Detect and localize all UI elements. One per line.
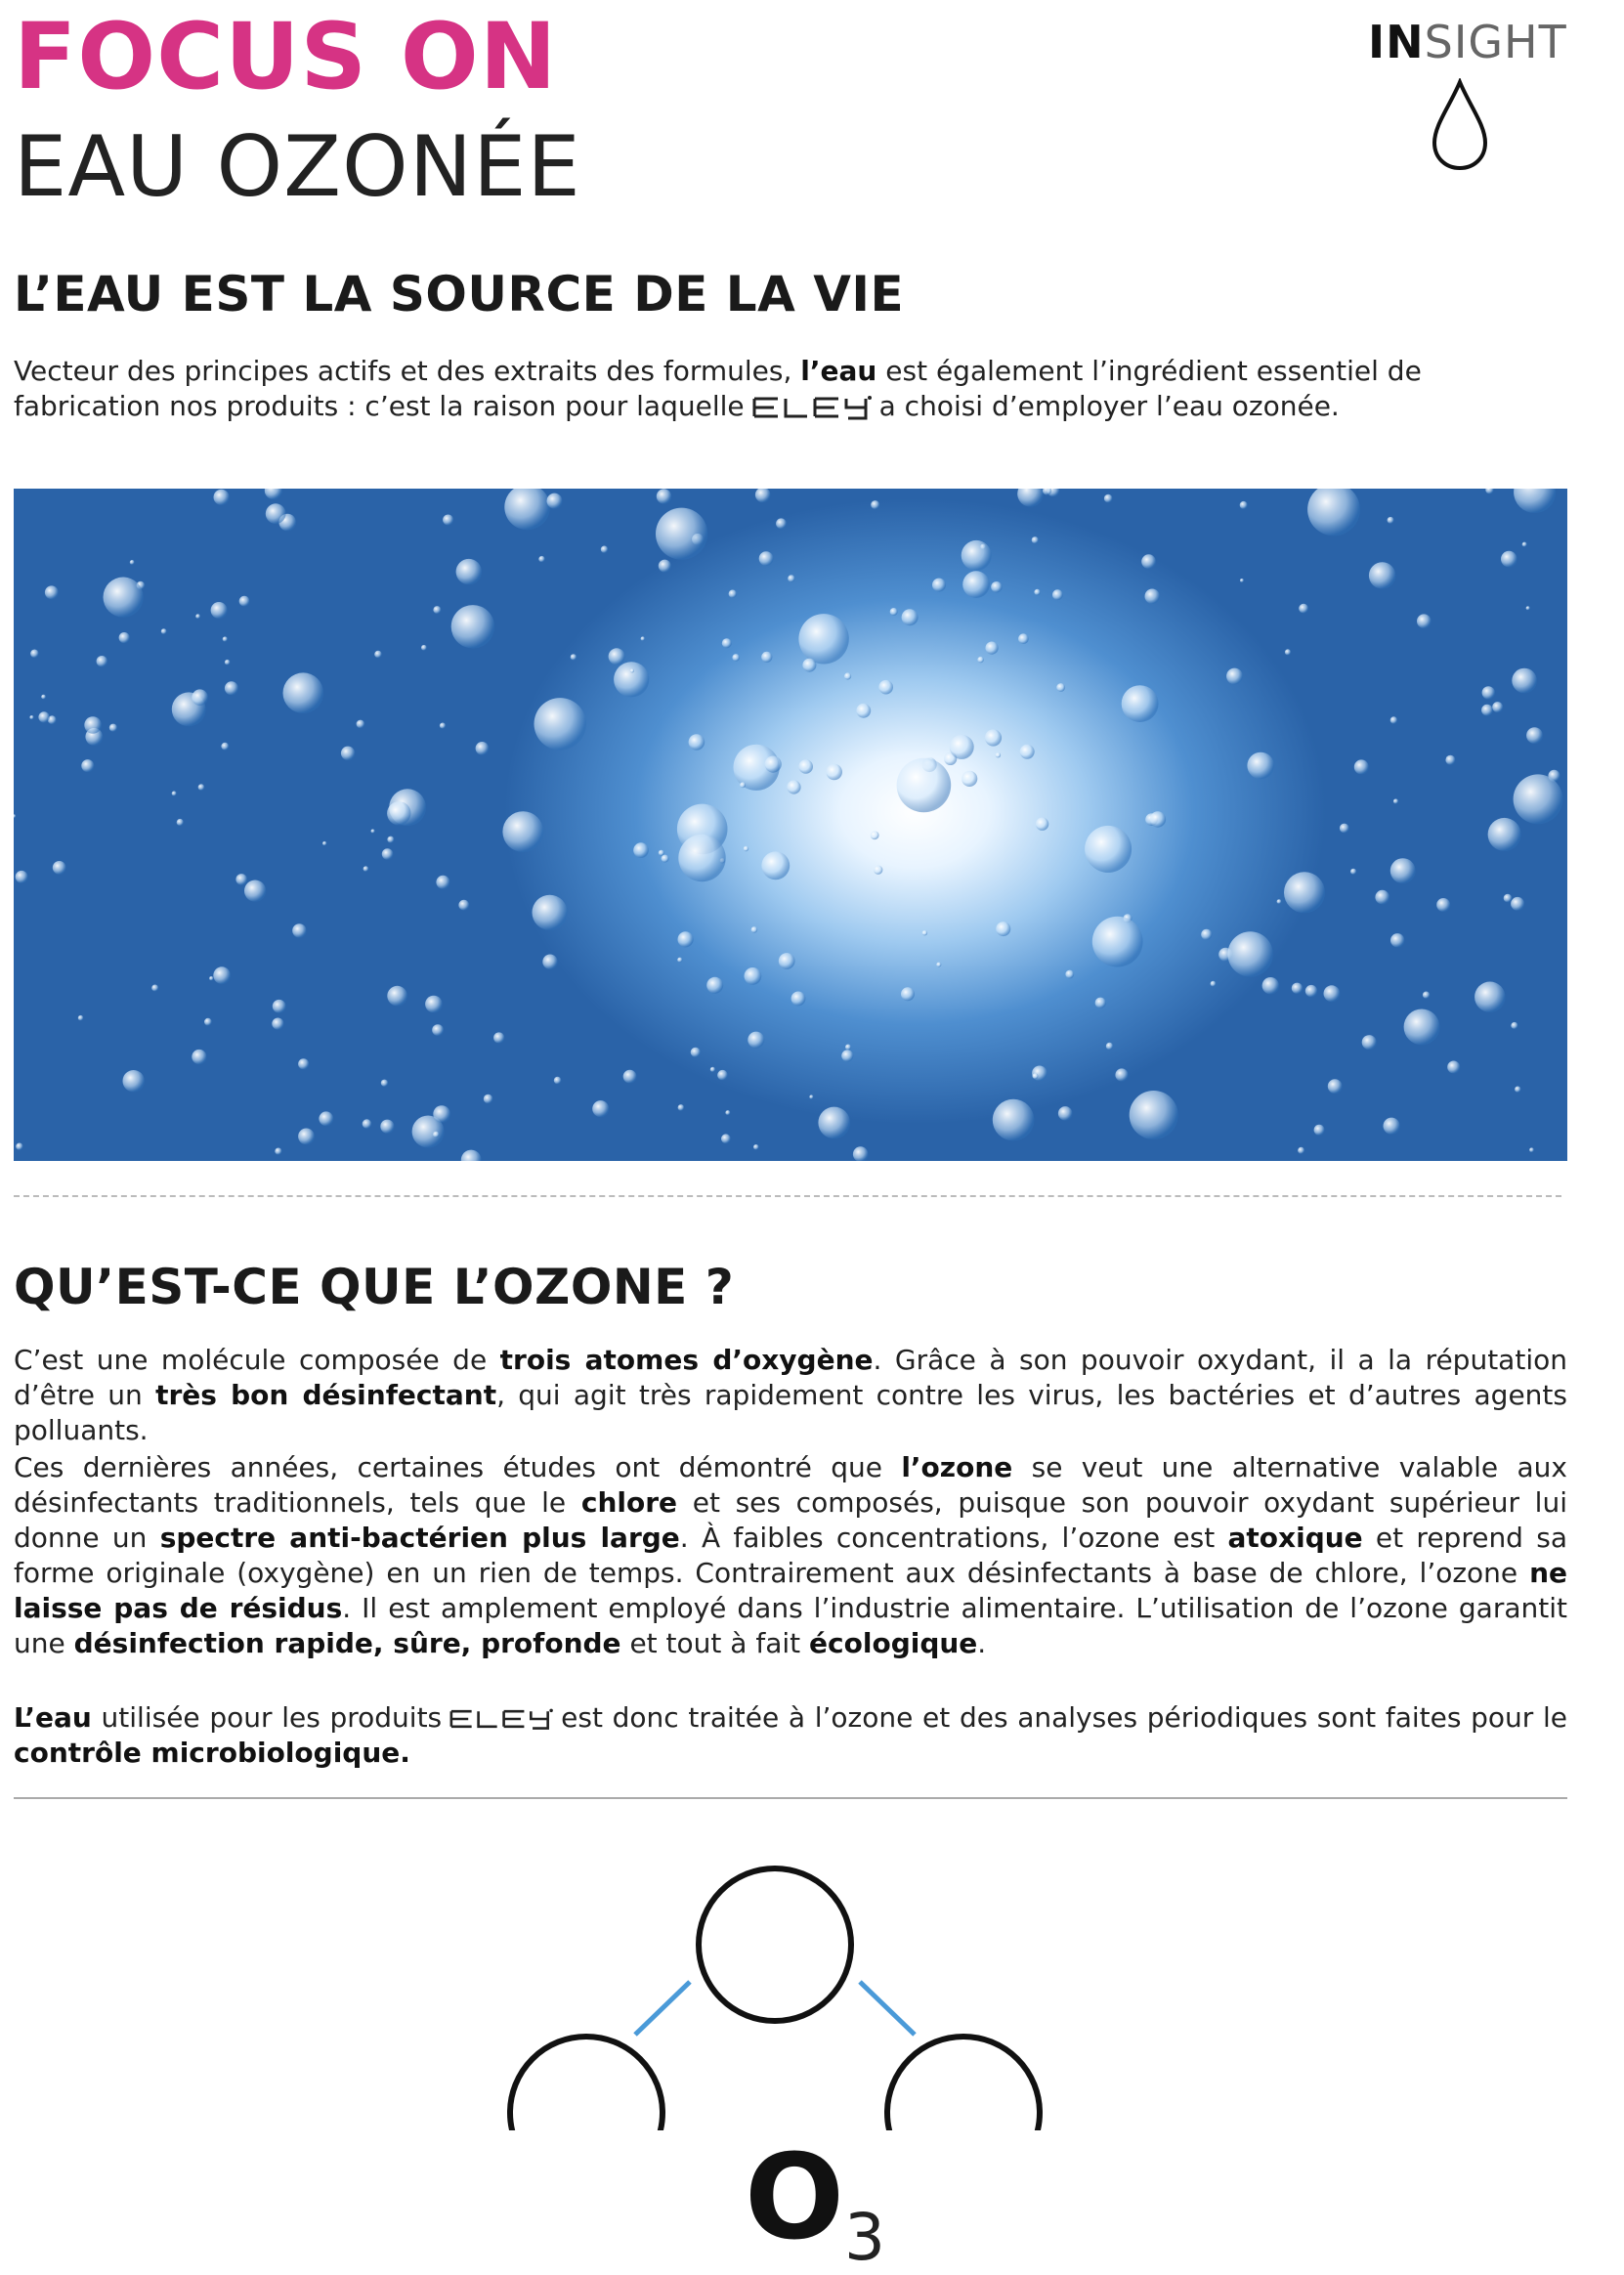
bubble <box>826 764 842 781</box>
bubble <box>761 652 772 663</box>
solid-divider <box>14 1797 1567 1799</box>
bubble <box>41 695 46 700</box>
bubble <box>932 579 946 592</box>
bubble <box>225 660 231 665</box>
bubble <box>16 1143 22 1150</box>
bubble <box>534 698 586 750</box>
bubble <box>753 1144 759 1150</box>
bubble <box>1277 899 1282 904</box>
bubble <box>84 716 102 734</box>
bubble <box>936 963 941 967</box>
bubble <box>950 735 974 759</box>
bubble <box>109 724 117 732</box>
bubble <box>744 846 748 851</box>
bubble <box>1447 1061 1460 1074</box>
bubble <box>1492 702 1503 712</box>
bubble <box>1522 542 1527 547</box>
bubble <box>30 650 39 659</box>
bubble <box>1350 869 1356 875</box>
bubble <box>845 1045 851 1051</box>
bubble <box>901 987 915 1001</box>
bubble <box>223 636 228 641</box>
bubble <box>433 1105 450 1123</box>
bubble <box>759 551 774 566</box>
insight-brand <box>1368 16 1567 68</box>
bubble <box>986 642 999 655</box>
brand-light: SIGHT <box>1424 16 1567 68</box>
bubble <box>993 1099 1035 1141</box>
bubble <box>761 851 790 880</box>
bubble <box>265 489 282 499</box>
bubble <box>1292 983 1303 994</box>
bubble <box>1141 554 1156 569</box>
bubble <box>484 1095 493 1104</box>
bubble <box>371 829 375 833</box>
bubble <box>436 876 449 889</box>
bubble <box>871 831 879 839</box>
bubble <box>678 835 725 881</box>
brand-bold: IN <box>1368 16 1425 68</box>
bubble <box>1474 982 1505 1012</box>
bubble <box>853 1146 869 1161</box>
bubble <box>1328 1079 1343 1094</box>
bubble <box>890 608 898 616</box>
bubble <box>387 801 410 825</box>
bubble <box>962 771 977 787</box>
bubble <box>1482 686 1495 699</box>
bubble <box>592 1100 609 1117</box>
bubble <box>1526 727 1543 744</box>
bubble <box>871 500 879 509</box>
bubble <box>272 1018 283 1030</box>
bubble <box>962 571 990 598</box>
bubble <box>130 560 135 565</box>
bubble <box>1514 489 1556 513</box>
bubble <box>214 490 230 505</box>
bubble <box>421 645 427 651</box>
bubble <box>177 819 184 826</box>
bubble <box>275 1148 281 1155</box>
bubble <box>1481 705 1493 716</box>
bubble <box>1122 685 1159 722</box>
bubble <box>542 955 557 969</box>
bubble <box>1417 614 1432 628</box>
bubble <box>1115 1068 1128 1081</box>
bubble <box>1240 501 1248 509</box>
bubble <box>1262 977 1279 994</box>
bubble <box>195 614 200 619</box>
bubble <box>1404 1009 1440 1046</box>
bubble <box>380 1120 394 1134</box>
bubble <box>1106 1043 1113 1050</box>
bubble <box>656 508 707 560</box>
bubble <box>677 958 682 963</box>
bubble <box>104 578 144 618</box>
bubble <box>1362 1035 1377 1050</box>
bubble <box>1515 1087 1520 1093</box>
oxygen-atom-top <box>699 1868 851 2021</box>
water-drop-icon <box>1429 78 1491 172</box>
bubble <box>458 900 469 911</box>
bubble <box>1390 933 1404 947</box>
bubble <box>765 756 782 773</box>
bubble <box>802 659 816 672</box>
bubble <box>119 632 130 643</box>
bubble <box>161 628 167 634</box>
bubble <box>1390 716 1397 723</box>
bubble <box>198 784 205 791</box>
bubble <box>292 923 306 937</box>
ozone-formula <box>745 2130 886 2275</box>
bubble <box>298 1058 309 1069</box>
heading-quest-ce-que-ozone: QU’EST-CE QUE L’OZONE ? <box>14 1259 735 1315</box>
bubble <box>809 1095 813 1098</box>
bubble <box>387 837 394 843</box>
bubble <box>710 1067 715 1072</box>
bubble <box>554 1077 562 1085</box>
bubble <box>601 546 608 553</box>
bubble <box>1501 551 1517 568</box>
bubble <box>659 560 671 573</box>
bubble <box>902 609 919 625</box>
bubble <box>798 614 848 664</box>
title-eau-ozonee: EAU OZONÉE <box>14 118 581 216</box>
bubble <box>745 967 762 985</box>
bubble <box>273 1000 286 1013</box>
studies-paragraph: Ces dernières années, certaines études ont démontré que l’ozone se veut une alternative valable aux désinfectants traditionnels, tels que le chlore et ses composés, puisque son pouvoir oxydant supérieur lui donne un spectre anti-bactérien plus large. À faibles concentrations, l’ozone est atoxique et reprend sa forme originale (oxygène) en un rien de temps. Contrairement aux désinfectants à base de chlore, l’ozone ne laisse pas de résidus. Il est amplement employé dans l’industrie alimentaire. L’utilisation de l’ozone garantit une désinfection rapide, sûre, profonde et tout à fait écologique. <box>14 1451 1567 1659</box>
bubble <box>1354 759 1369 774</box>
eley-logo-icon <box>448 1706 555 1732</box>
bubble <box>381 1080 388 1087</box>
bubble <box>78 1015 84 1021</box>
bubble <box>374 651 382 659</box>
bubble <box>985 729 1002 746</box>
bubble <box>1211 981 1217 987</box>
bubble <box>609 648 625 665</box>
bubble <box>725 1110 730 1115</box>
bubble <box>856 704 871 718</box>
bubble <box>1511 1022 1517 1029</box>
bubble <box>874 866 882 875</box>
bubble <box>791 992 806 1007</box>
oxygen-atom-right <box>887 2037 1040 2130</box>
bubble <box>97 656 107 666</box>
bubble <box>1092 917 1143 967</box>
bubble <box>425 996 443 1013</box>
bubble <box>1305 985 1317 997</box>
bubble <box>788 575 794 581</box>
bubble <box>1227 931 1272 976</box>
bubble <box>722 638 732 648</box>
bubble <box>1034 589 1040 595</box>
bubble <box>755 489 771 502</box>
bubble <box>841 1050 853 1061</box>
title-focus-on: FOCUS ON <box>14 4 558 110</box>
bubble <box>213 966 231 984</box>
bubble <box>123 1070 145 1092</box>
bubble <box>533 895 568 930</box>
bubble <box>322 841 326 845</box>
bubble <box>14 814 16 818</box>
bubble <box>1485 489 1493 494</box>
bubble <box>1307 489 1360 536</box>
bubble <box>662 855 669 863</box>
bubble <box>1032 537 1039 543</box>
bubble <box>363 1119 372 1129</box>
bond-left <box>635 1982 690 2035</box>
bubble <box>239 596 250 607</box>
bubble <box>363 866 369 872</box>
bubble <box>996 922 1010 936</box>
bubble <box>493 1032 504 1043</box>
bubble <box>1065 970 1074 979</box>
bubble <box>204 1018 212 1026</box>
bubble <box>1095 998 1106 1009</box>
bubble <box>922 930 927 935</box>
formula-element: O <box>745 2130 845 2266</box>
bubble <box>641 636 645 640</box>
bubble <box>1150 811 1166 827</box>
bubble <box>1085 826 1132 873</box>
bubble <box>461 1150 482 1161</box>
bubble <box>387 986 407 1007</box>
definition-paragraph: C’est une molécule composée de trois atomes d’oxygène. Grâce à son pouvoir oxydant, il a la réputation d’être un très bon désinfectant, qui agit très rapidement contre les virus, les bactéries et d’autres agents polluants. <box>14 1344 1567 1446</box>
bubble <box>382 848 394 860</box>
bubble <box>1017 489 1044 507</box>
bond-right <box>860 1982 915 2035</box>
bubble <box>1052 589 1063 600</box>
bubble <box>571 654 577 660</box>
bubble <box>798 759 813 774</box>
bubble <box>151 985 158 992</box>
bubble <box>443 515 453 526</box>
bubble <box>433 1132 439 1138</box>
bubble <box>283 672 324 713</box>
bubble <box>502 811 543 852</box>
bubble <box>1324 985 1341 1002</box>
usage-paragraph: L’eau utilisée pour les produits est donc traitée à l’ozone et des analyses périodiques sont faites pour le contrôle microbiologique. <box>14 1701 1567 1769</box>
bubble <box>1130 1091 1178 1139</box>
bubble <box>266 503 286 524</box>
bubble <box>678 931 694 947</box>
bubble <box>706 977 723 994</box>
bubble <box>1226 668 1243 685</box>
bubble <box>1058 1106 1073 1121</box>
bubble <box>779 953 795 969</box>
bubble <box>38 711 49 722</box>
bubble <box>1247 752 1274 780</box>
bubble <box>1445 755 1455 765</box>
bubble <box>538 556 544 562</box>
bubble <box>717 1070 728 1081</box>
bubble <box>1298 1147 1304 1154</box>
bubble <box>244 880 266 902</box>
bubble <box>16 871 28 883</box>
heading-source-de-la-vie: L’EAU EST LA SOURCE DE LA VIE <box>14 266 905 322</box>
bubble <box>1384 1118 1400 1135</box>
bubble <box>1020 745 1035 759</box>
bubble <box>729 590 737 598</box>
bubble <box>691 1048 701 1057</box>
bubble <box>962 540 992 571</box>
bubble <box>878 680 893 695</box>
bubble <box>1390 858 1416 883</box>
bubble <box>225 681 238 695</box>
bubble <box>1488 818 1521 851</box>
bubble <box>1529 1147 1534 1152</box>
bubble <box>1514 774 1563 824</box>
ozone-molecule-diagram <box>489 1857 1094 2130</box>
bubble <box>298 1129 315 1145</box>
bubble <box>977 657 983 663</box>
oxygen-atom-left <box>510 2037 662 2130</box>
bubble <box>623 1070 637 1084</box>
bubble <box>547 494 563 509</box>
bubble <box>456 559 482 584</box>
bubble <box>1388 517 1394 524</box>
bubble <box>844 672 851 679</box>
bubble <box>211 602 228 619</box>
bubble <box>748 1032 764 1049</box>
bubble <box>659 850 664 856</box>
bubble <box>504 489 550 530</box>
bubble <box>689 734 705 751</box>
bubble <box>1436 898 1450 912</box>
bubble <box>1104 494 1113 503</box>
bubble <box>192 1050 206 1064</box>
bubble <box>476 742 490 755</box>
eley-logo-icon <box>750 393 874 422</box>
bubble <box>1369 562 1395 588</box>
bubble <box>1018 633 1029 644</box>
intro-paragraph: Vecteur des principes actifs et des extraits des formules, l’eau est également l’ingrédient essentiel de fabrication nos produits : c’est la raison pour laquelle a choisi d’employer l’eau ozonée. <box>14 355 1422 422</box>
bubble <box>29 715 33 719</box>
bubble <box>787 780 800 794</box>
formula-subscript: 3 <box>844 2200 886 2275</box>
bubble <box>1033 1073 1039 1079</box>
bubble <box>1375 890 1389 905</box>
bubble <box>1393 798 1398 803</box>
bubble <box>1056 683 1065 692</box>
bubble <box>1240 579 1244 582</box>
bubble <box>1504 894 1513 903</box>
bubble <box>319 1111 333 1126</box>
bubble <box>1511 897 1524 911</box>
bubble <box>776 518 787 529</box>
bubble <box>81 759 94 772</box>
bubble <box>1512 668 1537 694</box>
bubble <box>1285 649 1291 655</box>
bubble <box>633 842 649 858</box>
bubble <box>1340 824 1349 834</box>
bubble <box>53 861 66 875</box>
bubble <box>1299 604 1308 614</box>
bubble <box>235 874 247 885</box>
bubble <box>432 1024 444 1036</box>
bubble <box>209 976 213 980</box>
bubble <box>1314 1125 1325 1136</box>
bubble <box>630 668 634 672</box>
bubble <box>732 654 740 662</box>
bubble <box>172 792 177 796</box>
bubble <box>1201 929 1212 940</box>
bubble <box>751 926 758 933</box>
bubble <box>1036 818 1048 831</box>
bubble <box>678 1104 685 1111</box>
bubble <box>991 581 1002 592</box>
bubble <box>818 1107 850 1139</box>
bubble <box>221 743 229 751</box>
bubble <box>192 689 208 706</box>
bubble <box>897 758 952 813</box>
bubble <box>1284 872 1325 913</box>
bubble <box>45 585 59 599</box>
bubble <box>1423 992 1430 999</box>
bubble <box>1526 606 1530 610</box>
dashed-divider <box>14 1195 1561 1197</box>
bubble <box>996 752 1001 757</box>
bubble <box>657 489 671 503</box>
bubble <box>341 747 355 760</box>
bubble <box>451 605 494 648</box>
bubble <box>357 720 365 729</box>
bubble <box>721 1134 731 1143</box>
bubble <box>740 782 746 788</box>
underwater-bubbles-photo <box>14 489 1567 1161</box>
bubble <box>433 606 441 614</box>
bubble <box>1145 589 1160 604</box>
bubble <box>614 662 649 697</box>
bubble <box>440 723 446 729</box>
